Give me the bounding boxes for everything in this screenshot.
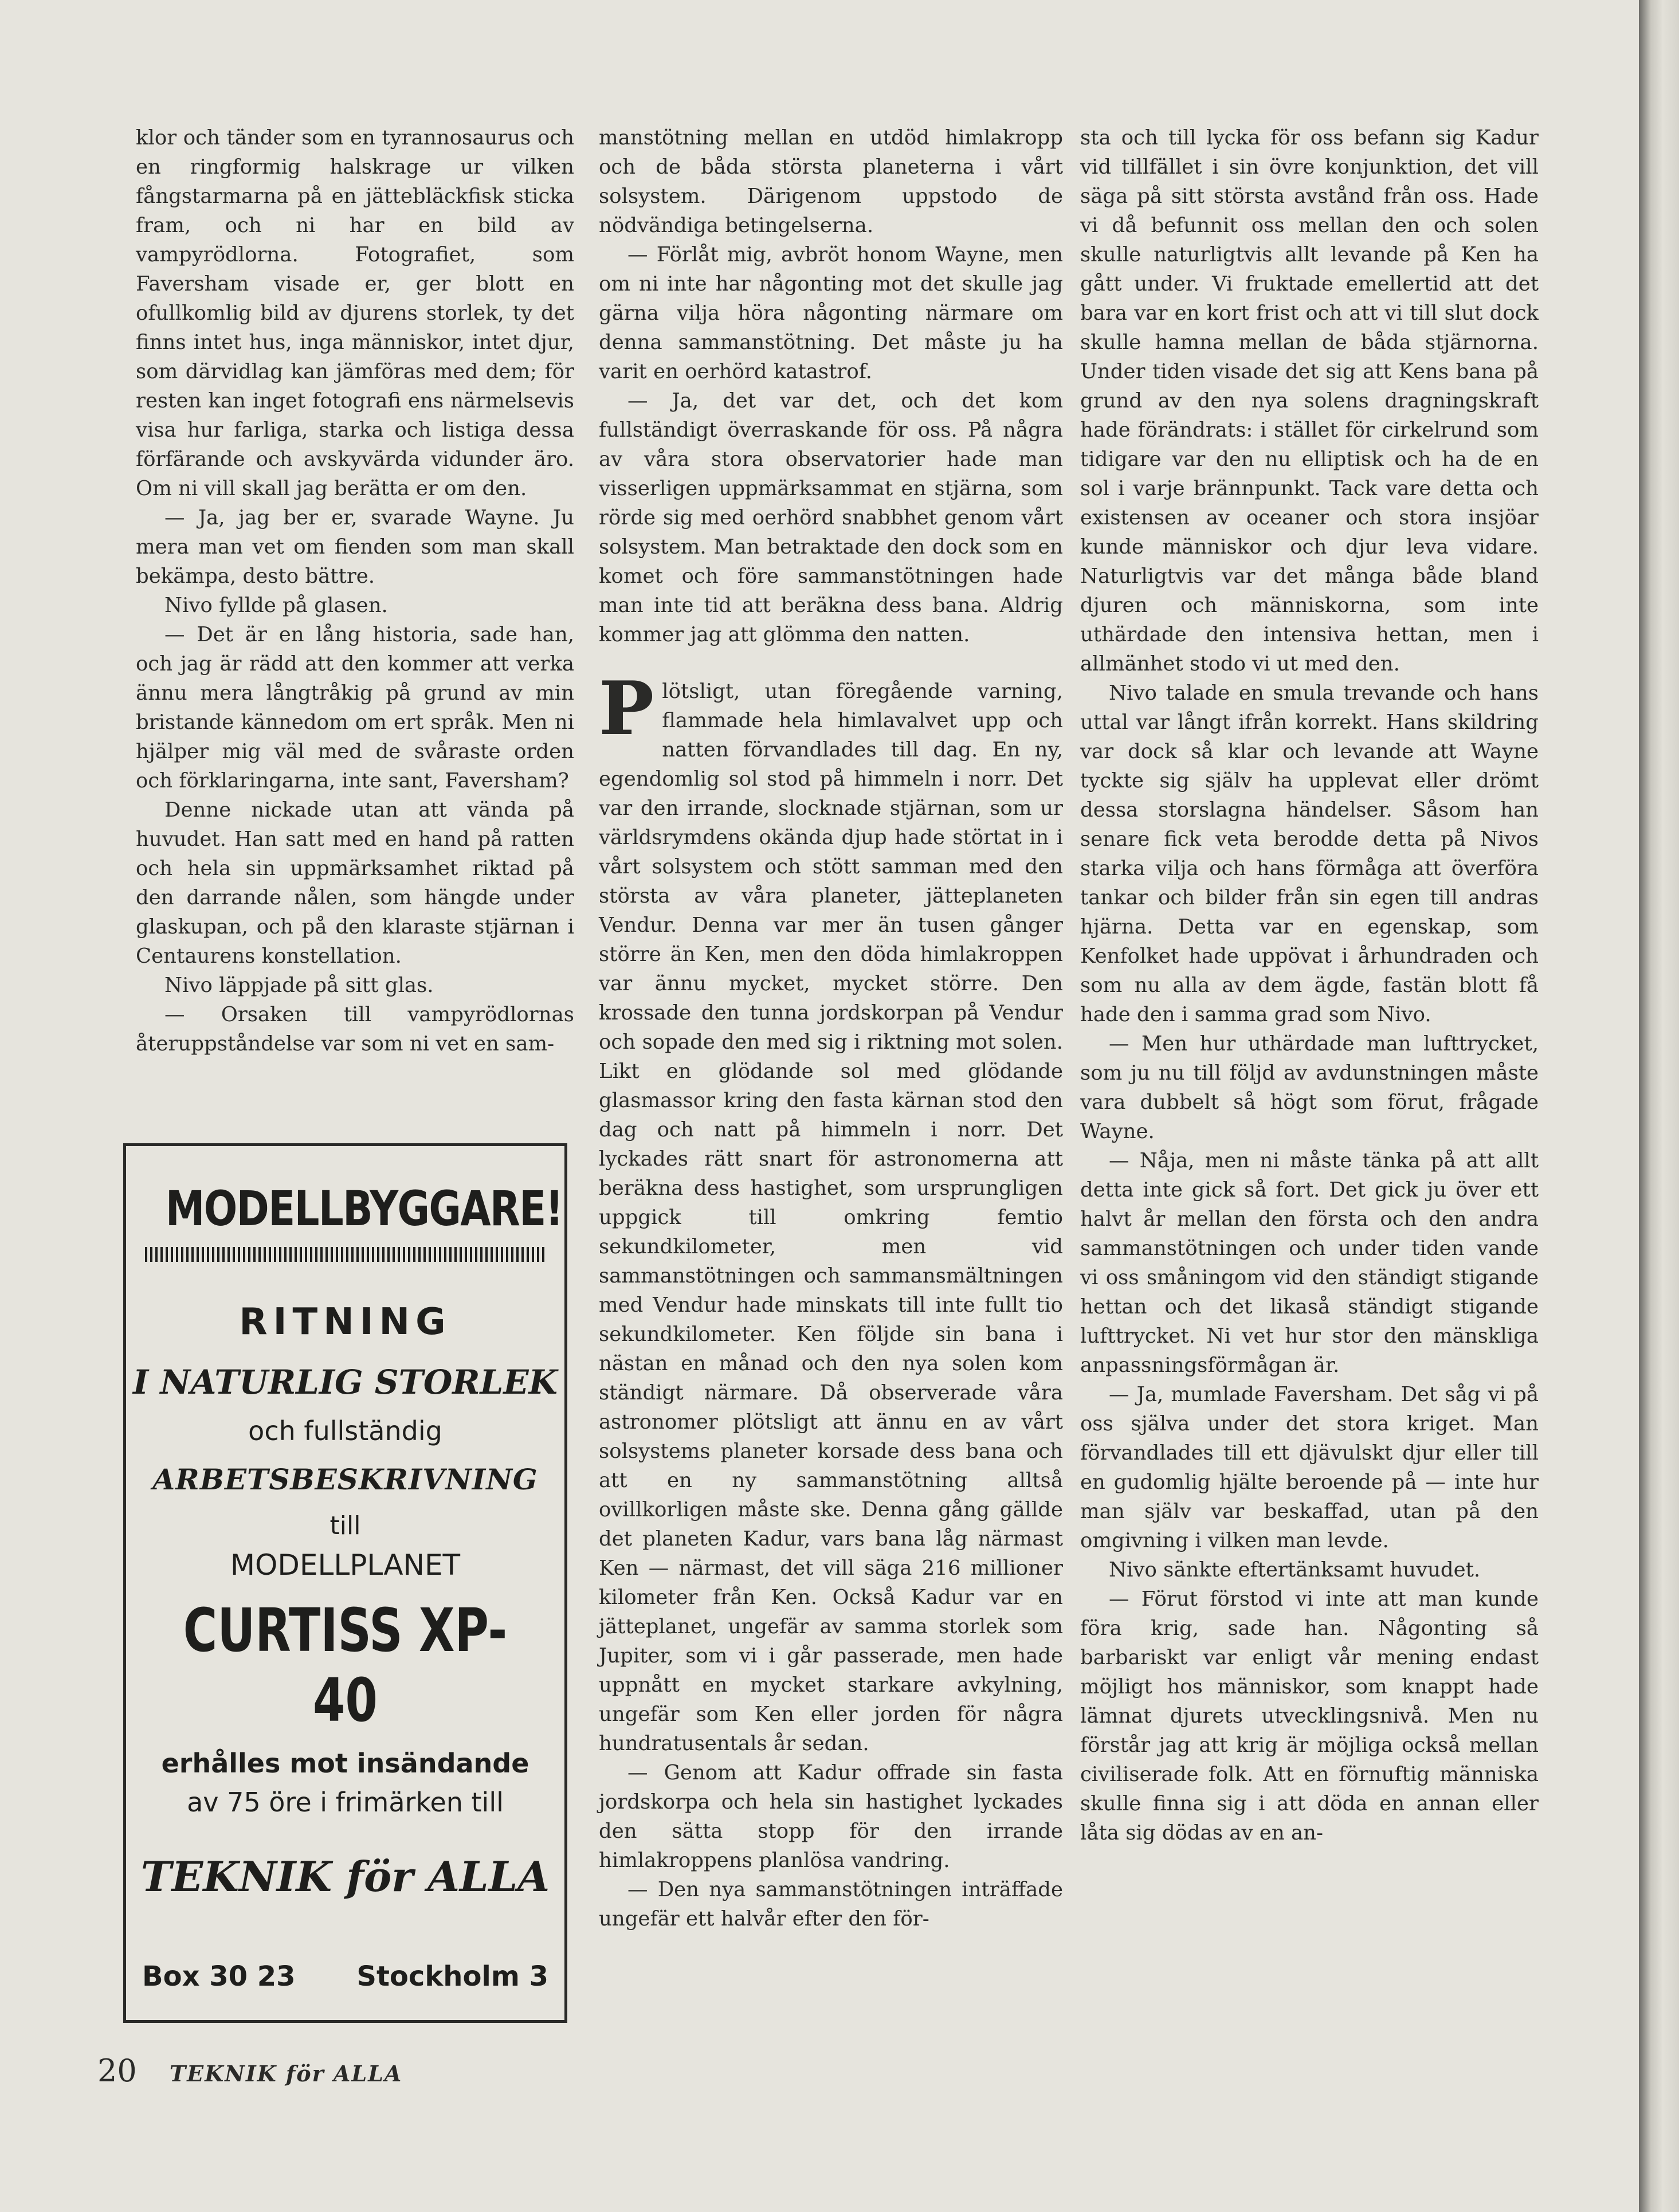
- paragraph: — Den nya sammanstötningen inträffade ungefär ett halvår efter den för-: [599, 1878, 1063, 1931]
- ad-city: Stockholm 3: [356, 1960, 548, 1993]
- paragraph: — Det är en lång historia, sade han, och jag är rädd att den kommer att verka ännu mera långtråkig på grund av min bristande kännedom om ert språk. Men ni hjälper mig väl med de svåraste orden och förklaringarna, inte sant, Faversham?: [136, 623, 574, 793]
- paragraph: sta och till lycka för oss befann sig Kadur vid tillfället i sin övre konjunktion, det vill säga på sitt största avstånd från oss. Hade vi då befunnit oss mellan den och solen skulle naturligtvis allt levande på Ken ha gått under. Vi fruktade emellertid att det bara var en kort frist och att vi till slut dock skulle hamna mellan de båda stjärnorna. Under tiden visade det sig att Kens bana på grund av den nya solens dragningskraft hade förändrats: i stället för cirkelrund som tidigare var den nu elliptisk och ha de en sol i varje brännpunkt. Tack vare detta och existensen av oceaner och stora insjöar kunde människor och djur leva vidare. Naturligtvis var det många både bland djuren och människorna, som inte uthärdade den intensiva hettan, men i allmänhet stodo vi ut med den.: [1080, 126, 1539, 676]
- text-column-2: [599, 123, 1063, 1933]
- ad-arbetsbeskrivning: ARBETSBESKRIVNING: [152, 1462, 538, 1496]
- paragraph: — Genom att Kadur offrade sin fasta jordskorpa och hela sin hastighet lyckades den sätta stopp för den irrande himlakroppens planlösa vandring.: [599, 1761, 1063, 1872]
- paragraph: — Men hur uthärdade man lufttrycket, som ju nu till följd av avdunstningen måste vara dubbelt så högt som förut, frågade Wayne.: [1080, 1032, 1539, 1143]
- next-page-edge: [1639, 0, 1679, 2212]
- paragraph: klor och tänder som en tyrannosaurus och en ringformig halskrage ur vilken fångstarmarna på en jättebläckfisk sticka fram, och ni har en bild av vampyrödlorna. Fotografiet, som Faversham visade er, ger blott en ofullkomlig bild av djurens storlek, ty det finns intet hus, inga människor, intet djur, som därvidlag kan jämföras med dem; för resten kan inget fotografi ens närmelsevis visa hur farliga, starka och listiga dessa förfärande och avskyvärda vidunder äro. Om ni vill skall jag berätta er om den.: [136, 126, 574, 500]
- text-column-1: [136, 123, 574, 1058]
- ad-till: till: [329, 1511, 361, 1540]
- ad-box-number: Box 30 23: [142, 1960, 296, 1993]
- ad-publisher: TEKNIK för ALLA: [140, 1852, 550, 1901]
- drop-cap: P: [599, 666, 654, 752]
- paragraph: Nivo sänkte eftertänksamt huvudet.: [1109, 1558, 1481, 1582]
- ad-address: [142, 1960, 548, 1993]
- dropcap-paragraph: [599, 666, 1063, 1758]
- paragraph: — Orsaken till vampyrödlornas återuppståndelse var som ni vet en sam-: [136, 1003, 574, 1056]
- modellbyggare-advertisement: [123, 1143, 567, 2023]
- ad-erhalles: erhålles mot insändande: [161, 1748, 529, 1779]
- ad-price: av 75 öre i frimärken till: [187, 1787, 504, 1818]
- paragraph: Nivo läppjade på sitt glas.: [164, 974, 434, 997]
- ad-ritning: RITNING: [239, 1301, 452, 1343]
- paragraph: — Ja, mumlade Faversham. Det såg vi på oss själva under det stora kriget. Man förvandlades till ett djävulskt djur eller till en gudomlig hjälte beroende på — inte hur man själv var beskaffad, utan på den omgivning i vilken man levde.: [1080, 1383, 1539, 1552]
- paragraph: manstötning mellan en utdöd himlakropp och de båda största planeterna i vårt solsystem. Därigenom uppstodo de nödvändiga betingelserna.: [599, 126, 1063, 237]
- section-break: [599, 649, 1063, 677]
- ad-headline: MODELLBYGGARE!: [165, 1180, 563, 1237]
- ad-modellplanet: MODELLPLANET: [230, 1548, 461, 1582]
- paragraph: Nivo fyllde på glasen.: [164, 594, 388, 617]
- ad-natural-size: I NATURLIG STORLEK: [133, 1363, 558, 1402]
- paragraph: — Ja, det var det, och det kom fullständigt överraskande för oss. På några av våra stora observatorier hade man visserligen uppmärksammat en stjärna, som rörde sig med oerhörd snabbhet genom vårt solsystem. Man betraktade den dock som en komet och före sammanstötningen hade man inte tid att beräkna dess bana. Aldrig kommer jag att glömma den natten.: [599, 389, 1063, 646]
- ad-model-name: CURTISS XP-40: [183, 1595, 508, 1735]
- paragraph: — Förlåt mig, avbröt honom Wayne, men om ni inte har någonting mot det skulle jag gärna vilja höra någonting närmare om denna sammanstötning. Det måste ju ha varit en oerhörd katastrof.: [599, 243, 1063, 383]
- page-number: 20: [97, 2053, 137, 2089]
- paragraph: — Förut förstod vi inte att man kunde föra krig, sade han. Någonting så barbariskt var enligt vår mening endast möjligt hos människor, som knappt hade lämnat djurets utvecklingsnivå. Men nu förstår jag att krig är möjliga också mellan civiliserade folk. Att en förnuftig människa skulle finna sig i att döda en annan eller låta sig dödas av en an-: [1080, 1587, 1539, 1845]
- text-column-3: [1080, 123, 1539, 1848]
- magazine-name: TEKNIK för ALLA: [169, 2061, 403, 2087]
- ad-rule-divider: [145, 1247, 546, 1262]
- paragraph: Denne nickade utan att vända på huvudet. Han satt med en hand på ratten och hela sin uppmärksamhet riktad på den darrande nålen, som hängde under glaskupan, och på den klaraste stjärnan i Centaurens konstellation.: [136, 798, 574, 968]
- paragraph: — Ja, jag ber er, svarade Wayne. Ju mera man vet om fienden som man skall bekämpa, desto bättre.: [136, 506, 574, 588]
- paragraph: — Nåja, men ni måste tänka på att allt detta inte gick så fort. Det gick ju över ett halvt år mellan den första och den andra sammanstötningen och under tiden vande vi oss småningom vid den ständigt stigande hettan och det likaså ständigt stigande lufttrycket. Ni vet hur stor den mänskliga anpassningsförmågan är.: [1080, 1149, 1539, 1377]
- paragraph: Nivo talade en smula trevande och hans uttal var långt ifrån korrekt. Hans skildring var dock så klar och levande att Wayne tyckte sig själv ha upplevat eller drömt dessa storslagna händelser. Såsom han senare fick veta berodde detta på Nivos starka vilja och hans förmåga att överföra tankar och bilder från sin egen till andras hjärna. Detta var en egenskap, som Kenfolket hade uppövat i århundraden och som nu alla av dem ägde, fastän blott få hade den i samma grad som Nivo.: [1080, 681, 1539, 1026]
- dropcap-text: lötsligt, utan föregående varning, flammade hela himlavalvet upp och natten förvandlades till dag. En ny, egendomlig sol stod på himmeln i norr. Det var den irrande, slocknade stjärnan, som ur världsrymdens okända djup hade störtat in i vårt solsystem och stött samman med den största av våra planeter, jätteplaneten Vendur. Denna var mer än tusen gånger större än Ken, men den döda himlakroppen var ännu mycket, mycket större. Den krossade den tunna jordskorpan på Vendur och sopade den med sig i riktning mot solen. Likt en glödande sol med glödande glasmassor kring den fasta kärnan stod den dag och natt på himmeln i norr. Det lyckades rätt snart för astronomerna att beräkna dess hastighet, som ursprungligen uppgick till omkring femtio sekundkilometer, men vid sammanstötningen och sammansmältningen med Vendur hade minskats till inte fullt tio sekundkilometer. Ken följde sin bana i nästan en månad och den nya solen kom ständigt närmare. Då observerade våra astronomer plötsligt att ännu en av vårt solsystems planeter korsade dess bana och att en ny sammanstötning alltså ovillkorligen måste ske. Denna gång gällde det planeten Kadur, vars bana låg närmast Ken — närmast, det vill säga 216 millioner kilometer från Ken. Också Kadur var en jätteplanet, ungefär av samma storlek som Jupiter, som vi i går passerade, men hade uppnått en mycket starkare avkylning, ungefär som Ken eller jorden för några hundratusentals år sedan.: [599, 680, 1063, 1755]
- page-footer: [97, 2053, 402, 2089]
- ad-och: och fullständig: [248, 1415, 442, 1446]
